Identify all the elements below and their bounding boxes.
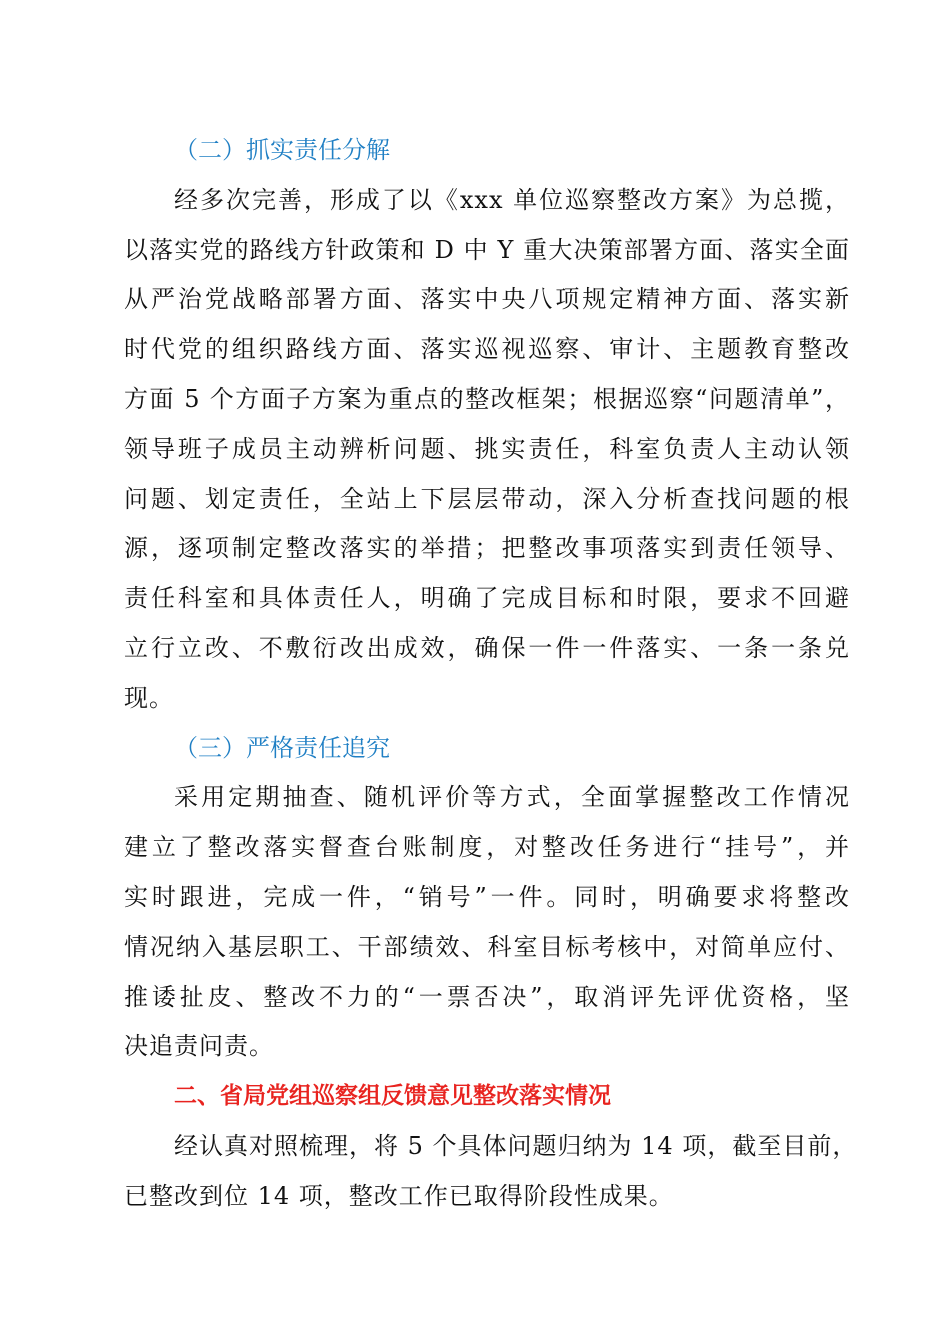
section-heading-3: （三）严格责任追究 (174, 733, 390, 762)
paragraph-responsibility-breakdown (124, 176, 850, 724)
paragraph-accountability (124, 773, 850, 1072)
text-line: 以落实党的路线方针政策和 D 中 Y 重大决策部署方面、落实全面 (124, 235, 850, 264)
document-page (124, 126, 858, 1222)
text-line: 问题、划定责任，全站上下层层带动，深入分析查找问题的根 (124, 484, 850, 513)
text-line: 已整改到位 14 项，整改工作已取得阶段性成果。 (124, 1181, 674, 1210)
text-line: 从严治党战略部署方面、落实中央八项规定精神方面、落实新 (124, 285, 850, 314)
text-line: 采用定期抽查、随机评价等方式，全面掌握整改工作情况 (174, 783, 850, 812)
text-line: 领导班子成员主动辨析问题、挑实责任，科室负责人主动认领 (124, 434, 850, 463)
paragraph-rectification-status (124, 1122, 858, 1222)
text-line: 方面 5 个方面子方案为重点的整改框架；根据巡察“问题清单”， (124, 384, 850, 413)
text-line: 情况纳入基层职工、干部绩效、科室目标考核中，对简单应付、 (124, 932, 850, 961)
text-line: 经认真对照梳理，将 5 个具体问题归纳为 14 项，截至目前， (174, 1131, 858, 1160)
text-line: 源，逐项制定整改落实的举措；把整改事项落实到责任领导、 (124, 534, 850, 563)
text-line: 时代党的组织路线方面、落实巡视巡察、审计、主题教育整改 (124, 335, 850, 364)
text-line: 推诿扯皮、整改不力的“一票否决”，取消评先评优资格，坚 (124, 982, 850, 1011)
text-line: 决追责问责。 (124, 1032, 274, 1061)
text-line: 经多次完善，形成了以《xxx 单位巡察整改方案》为总揽， (174, 185, 850, 214)
section-heading-2: （二）抓实责任分解 (174, 136, 390, 164)
text-line: 现。 (124, 683, 174, 712)
text-line: 建立了整改落实督查台账制度，对整改任务进行“挂号”，并 (124, 833, 850, 862)
text-line: 立行立改、不敷衍改出成效，确保一件一件落实、一条一条兑 (124, 633, 850, 662)
part-heading-2: 二、省局党组巡察组反馈意见整改落实情况 (174, 1083, 611, 1110)
text-line: 责任科室和具体责任人，明确了完成目标和时限，要求不回避 (124, 584, 850, 613)
text-line: 实时跟进，完成一件，“销号”一件。同时，明确要求将整改 (124, 882, 850, 911)
